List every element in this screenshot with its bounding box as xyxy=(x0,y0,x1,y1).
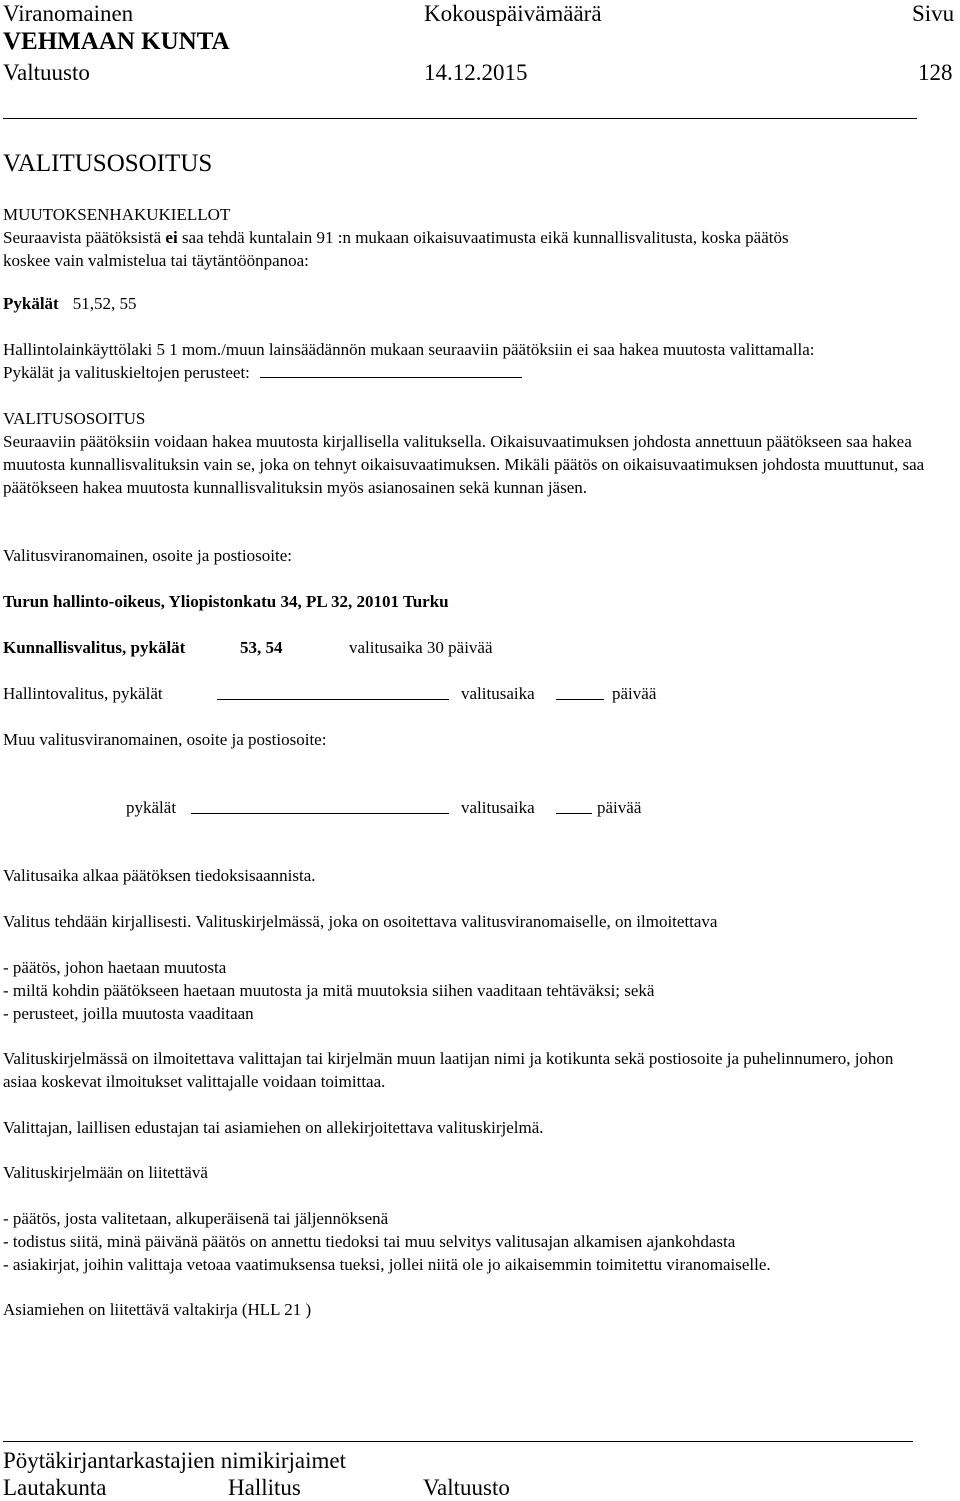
restrictions-line-1-bold: ei xyxy=(165,228,178,247)
authority-name: VEHMAAN KUNTA xyxy=(3,28,230,55)
appeal-authority-address: Turun hallinto-oikeus, Yliopistonkatu 34, PL 32, 20101 Turku xyxy=(3,592,449,611)
period-start-text: Valitusaika alkaa päätöksen tiedoksisaannista. xyxy=(3,866,316,885)
appellant-info-text: Valituskirjelmässä on ilmoitettava valittajan tai kirjelmän muun laatijan nimi ja kotikunta sekä postiosoite ja puhelinnumero, johon asiaa koskevat ilmoitukset valittajalle voidaan toimittaa. xyxy=(3,1049,894,1091)
other-days-blank xyxy=(556,797,592,814)
list-item: - päätös, johon haetaan muutosta xyxy=(3,958,227,977)
other-days-label: päivää xyxy=(597,798,642,817)
restrictions-line-2: koskee vain valmistelua tai täytäntöönpanoa: xyxy=(3,251,309,270)
other-authority-label: Muu valitusviranomainen, osoite ja postiosoite: xyxy=(3,730,327,749)
header-divider xyxy=(3,118,917,119)
grounds-blank xyxy=(260,361,522,378)
meeting-date: 14.12.2015 xyxy=(424,60,528,85)
list-item: - päätös, josta valitetaan, alkuperäisenä tai jäljennöksenä xyxy=(3,1209,389,1228)
appeal-paragraph: Seuraaviin päätöksiin voidaan hakea muutosta kirjallisella valituksella. Oikaisuvaatimuksen johdosta annettuun päätökseen saa hakea muutosta kunnallisvalituksin vain se, joka on tehnyt oikaisuvaatimuksen. Mikäli päätös on oikaisuvaatimuksen johdosta muuttunut, saa päätökseen hakea muutosta kunnallisvalituksin myös asianosainen sekä kunnan jäsen. xyxy=(3,432,925,497)
label-page: Sivu xyxy=(912,1,955,26)
other-sections-blank xyxy=(191,797,449,814)
admin-appeal-days-blank xyxy=(556,683,604,700)
admin-law-line-2 xyxy=(3,361,522,384)
admin-law-line-1: Hallintolainkäyttölaki 5 1 mom./muun lainsäädännön mukaan seuraaviin päätöksiin ei saa hakea muutosta valittamalla: xyxy=(3,340,815,359)
label-meeting-date: Kokouspäivämäärä xyxy=(424,1,602,26)
proxy-text: Asiamiehen on liitettävä valtakirja (HLL 21 ) xyxy=(3,1300,312,1319)
restrictions-heading: MUUTOKSENHAKUKIELLOT xyxy=(3,205,231,224)
appeal-heading: VALITUSOSOITUS xyxy=(3,409,146,428)
body-name: Valtuusto xyxy=(3,60,90,85)
admin-law-line-2-text: Pykälät ja valituskieltojen perusteet: xyxy=(3,363,250,382)
footer-council: Valtuusto xyxy=(423,1475,510,1500)
list-item: - todistus siitä, minä päivänä päätös on annettu tiedoksi tai muu selvitys valitusajan alkamisen ajankohdasta xyxy=(3,1232,736,1251)
restricted-sections-value: 51,52, 55 xyxy=(72,294,137,313)
restrictions-line-1-post: saa tehdä kuntalain 91 :n mukaan oikaisuvaatimusta eikä kunnallisvalitusta, koska päätös xyxy=(177,228,789,247)
restrictions-line-1-pre: Seuraavista päätöksistä xyxy=(3,228,166,247)
footer-executive: Hallitus xyxy=(228,1475,301,1500)
list-item: - miltä kohdin päätökseen haetaan muutosta ja mitä muutoksia siihen vaaditaan tehtäväksi; sekä xyxy=(3,981,655,1000)
appeal-authority-label: Valitusviranomainen, osoite ja postiosoite: xyxy=(3,546,292,565)
restrictions-line-1 xyxy=(3,226,789,249)
restricted-sections-label: Pykälät xyxy=(3,294,59,313)
written-appeal-text: Valitus tehdään kirjallisesti. Valituskirjelmässä, joka on osoitettava valitusviranomaiselle, on ilmoitettava xyxy=(3,912,718,931)
attachments-heading: Valituskirjelmään on liitettävä xyxy=(3,1163,208,1182)
municipal-appeal-label: Kunnallisvalitus, pykälät xyxy=(3,638,186,657)
admin-appeal-days-label: päivää xyxy=(612,684,657,703)
admin-appeal-label: Hallintovalitus, pykälät xyxy=(3,684,163,703)
signature-text: Valittajan, laillisen edustajan tai asiamiehen on allekirjoitettava valituskirjelmä. xyxy=(3,1118,544,1137)
restricted-sections xyxy=(3,292,136,315)
list-item: - asiakirjat, joihin valittaja vetoaa vaatimuksensa tueksi, jollei niitä ole jo aikaisemmin toimitettu viranomaiselle. xyxy=(3,1255,771,1274)
admin-appeal-sections-blank xyxy=(217,683,449,700)
list-item: - perusteet, joilla muutosta vaaditaan xyxy=(3,1004,254,1023)
footer-divider xyxy=(3,1441,913,1442)
initials-label: Pöytäkirjantarkastajien nimikirjaimet xyxy=(3,1448,346,1473)
municipal-appeal-sections: 53, 54 xyxy=(240,638,283,657)
footer-board: Lautakunta xyxy=(3,1475,107,1500)
admin-appeal-period-label: valitusaika xyxy=(461,684,535,703)
label-authority: Viranomainen xyxy=(3,1,134,26)
other-period-label: valitusaika xyxy=(461,798,535,817)
municipal-appeal-period: valitusaika 30 päivää xyxy=(349,638,493,657)
page-title: VALITUSOSOITUS xyxy=(3,150,213,177)
other-sections-label: pykälät xyxy=(126,798,177,817)
page-number: 128 xyxy=(918,60,953,85)
